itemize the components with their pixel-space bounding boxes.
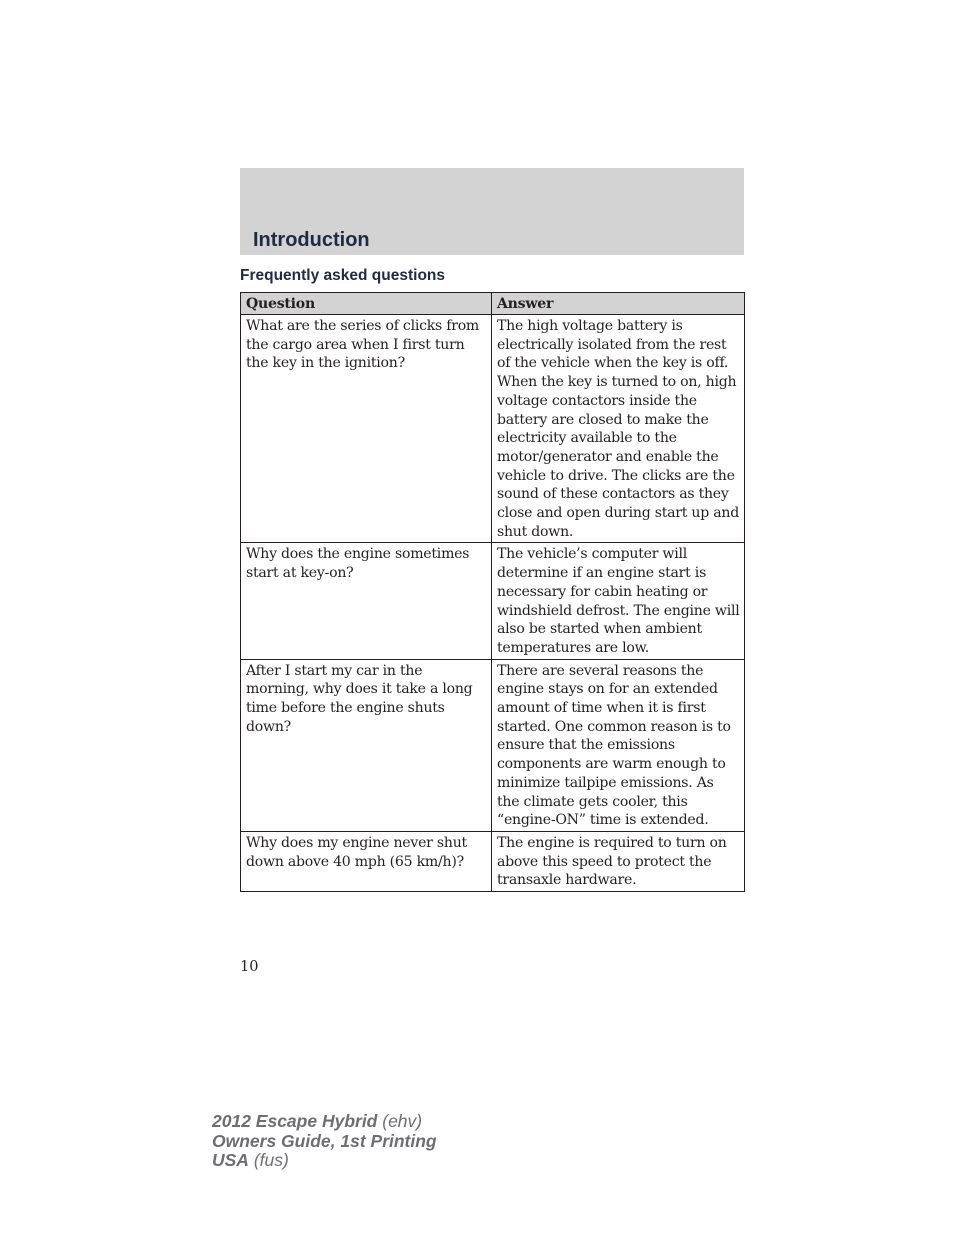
document-footer [212, 1112, 437, 1171]
section-title: Frequently asked questions [240, 267, 445, 284]
footer-guide-name: Owners Guide, 1st Printing [212, 1130, 437, 1151]
table-row [241, 543, 745, 659]
faq-table [240, 292, 745, 892]
footer-line-model [212, 1112, 437, 1132]
answer-cell: The high voltage battery is electrically isolated from the rest of the vehicle when the key is off. When the key is turned to on, high voltage contactors inside the battery are closed to make the electricity available to the motor/generator and enable the vehicle to drive. The clicks are the sound of these contactors as they close and open during start up and shut down. [492, 315, 745, 543]
footer-model-code: (ehv) [377, 1111, 423, 1131]
page-number: 10 [240, 959, 259, 975]
footer-model-name: 2012 Escape Hybrid [212, 1111, 378, 1131]
table-row [241, 659, 745, 831]
answer-cell: The vehicle’s computer will determine if an engine start is necessary for cabin heating or windshield defrost. The engine will also be started when ambient temperatures are low. [492, 543, 745, 659]
table-row [241, 315, 745, 543]
question-cell: Why does my engine never shut down above 40 mph (65 km/h)? [241, 831, 492, 891]
question-cell: Why does the engine sometimes start at key-on? [241, 543, 492, 659]
footer-line-guide [212, 1132, 437, 1152]
answer-cell: The engine is required to turn on above this speed to protect the transaxle hardware. [492, 831, 745, 891]
answer-cell: There are several reasons the engine stays on for an extended amount of time when it is first started. One common reason is to ensure that the emissions components are warm enough to minimize tailpipe emissions. As the climate gets cooler, this “engine-ON” time is extended. [492, 659, 745, 831]
footer-line-market [212, 1151, 437, 1171]
column-header-answer: Answer [492, 293, 745, 315]
question-cell: What are the series of clicks from the cargo area when I first turn the key in the ignition? [241, 315, 492, 543]
question-cell: After I start my car in the morning, why does it take a long time before the engine shuts down? [241, 659, 492, 831]
column-header-question: Question [241, 293, 492, 315]
footer-market-code: (fus) [248, 1150, 289, 1170]
chapter-header-band [240, 168, 744, 255]
table-row [241, 831, 745, 891]
table-header-row [241, 293, 745, 315]
footer-market-name: USA [212, 1150, 249, 1170]
chapter-title: Introduction [253, 229, 370, 251]
